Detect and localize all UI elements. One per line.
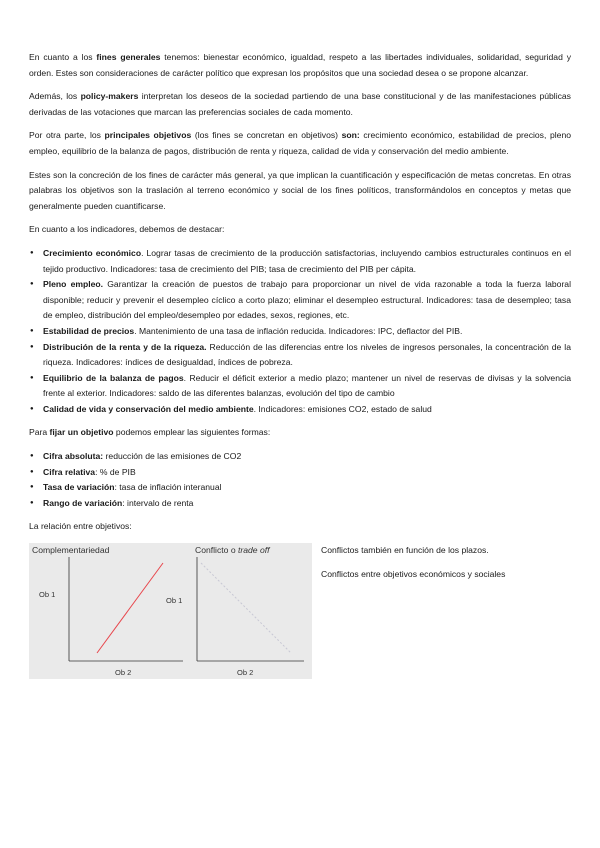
bold-term: Pleno empleo. xyxy=(43,279,104,290)
relationship-figure xyxy=(29,543,571,683)
paragraph-policy-makers xyxy=(29,89,571,120)
conflict-line xyxy=(201,563,291,653)
text: En cuanto a los xyxy=(29,52,97,62)
text: Reducción de las diferencias entre los niveles de ingresos personales, la concentración de la riqueza. Indicadores: índices de desigualdad, índices de pobreza. xyxy=(43,341,571,368)
list-item xyxy=(43,371,571,402)
list-item xyxy=(43,277,571,324)
conflict-title xyxy=(195,543,270,559)
forms-list xyxy=(29,449,571,511)
complement-diagram xyxy=(69,557,183,661)
list-item xyxy=(43,340,571,371)
paragraph-principales-objetivos xyxy=(29,128,571,159)
text: crecimiento económico, estabilidad de precios, pleno empleo, equilibrio de la balanza de pagos, distribución de renta y riqueza, calidad de vida y conservación del medio ambiente. xyxy=(29,130,571,156)
bold-term: Rango de variación xyxy=(43,497,123,508)
paragraph-indicadores-intro: En cuanto a los indicadores, debemos de destacar: xyxy=(29,224,225,235)
text: Conflicto o xyxy=(195,545,238,556)
relationship-diagrams xyxy=(29,543,312,679)
complement-line xyxy=(97,563,163,653)
side-notes xyxy=(321,543,571,590)
conflict-diagram xyxy=(197,557,304,661)
list-item xyxy=(43,324,571,340)
paragraph-concrecion: Estes son la concreción de los fines de carácter más general, ya que implican la cuantificación y especificación de metas concretas. En otras palabras los objetivos son la traslación al terreno económico y social de los fines políticos, transformándolos en conceptos y metas que generalmente pueden cuantificarse. xyxy=(29,169,571,211)
list-item xyxy=(43,465,571,481)
text: : % de PIB xyxy=(95,466,136,477)
text: . Lograr tasas de crecimiento de la producción satisfactorias, incluyendo cambios estructurales continuos en el tejido productivo. Indicadores: tasa de crecimiento del PIB; tasa de crecimiento del PIB per cápita. xyxy=(43,247,572,274)
text: reducción de las emisiones de CO2 xyxy=(103,451,242,462)
text: (los fines se concretan en objetivos) xyxy=(191,130,342,141)
text: trade off xyxy=(238,545,270,556)
list-item xyxy=(43,402,571,418)
text: podemos emplear las siguientes formas: xyxy=(113,427,271,438)
relationship-diagrams-svg xyxy=(29,543,312,679)
text: . Reducir el déficit exterior a medio plazo; mantener un nivel de reservas de divisas y la solvencia frente al exterior. Indicadores: saldo de las diferentes balanzas, evolución del tipo de cambio xyxy=(43,372,571,399)
bold-term: Cifra absoluta: xyxy=(43,451,104,462)
text: . Mantenimiento de una tasa de inflación reducida. Indicadores: IPC, deflactor del PIB. xyxy=(134,325,463,336)
text: tenemos: bienestar económico, igualdad, respeto a las libertades individuales, solidaridad, seguridad y orden. Estes son consideraciones de carácter político que expresan los propósitos que una sociedad desea o se propone alcanzar. xyxy=(29,52,571,78)
text: . Indicadores: emisiones CO2, estado de salud xyxy=(253,403,432,414)
bold-term: son: xyxy=(341,130,360,141)
paragraph-fines-generales xyxy=(29,50,571,81)
y-axis-label: Ob 1 xyxy=(39,590,56,600)
bold-term: Calidad de vida y conservación del medio ambiente xyxy=(43,403,254,414)
paragraph-relacion: La relación entre objetivos: xyxy=(29,521,132,532)
bold-term: policy-makers xyxy=(80,91,139,102)
text: Para xyxy=(29,427,50,438)
text: Por otra parte, los xyxy=(29,130,105,141)
document-page xyxy=(29,50,571,683)
list-item xyxy=(43,496,571,512)
indicators-list xyxy=(29,246,571,418)
bold-term: Tasa de variación xyxy=(43,482,115,493)
text: Además, los xyxy=(29,91,81,102)
text: : tasa de inflación interanual xyxy=(114,482,222,493)
list-item xyxy=(43,449,571,465)
bold-term: Estabilidad de precios xyxy=(43,325,135,336)
list-item xyxy=(43,246,571,277)
x-axis-label: Ob 2 xyxy=(237,668,254,678)
paragraph-fijar-objetivo xyxy=(29,425,571,441)
bold-term: Equilibrio de la balanza de pagos xyxy=(43,372,184,383)
text: : intervalo de renta xyxy=(122,497,194,508)
text: Garantizar la creación de puestos de trabajo para proporcionar un nivel de vida razonable a toda la fuerza laboral disponible; reducir y prevenir el desempleo cíclico a corto plazo; eliminar el desempleo estructural. Indicadores: tasa de desempleo; tasa de empleo, distribución del empleo/desempleo por edades, sexos, regiones, etc. xyxy=(43,279,571,321)
bold-term: Cifra relativa xyxy=(43,466,96,477)
bold-term: principales objetivos xyxy=(104,130,192,141)
x-axis-label: Ob 2 xyxy=(115,668,132,678)
note-economicos-sociales: Conflictos entre objetivos económicos y sociales xyxy=(321,568,506,579)
note-plazos: Conflictos también en función de los plazos. xyxy=(321,545,489,556)
y-axis-label: Ob 1 xyxy=(166,596,183,606)
bold-term: Distribución de la renta y de la riqueza. xyxy=(43,341,207,352)
complement-title: Complementariedad xyxy=(32,545,110,556)
list-item xyxy=(43,480,571,496)
bold-term: fines generales xyxy=(96,52,161,62)
text: interpretan los deseos de la sociedad partiendo de una base constitucional y de las manifestaciones públicas derivadas de las votaciones que marcan las preferencias sociales de cada momento. xyxy=(29,91,571,117)
bold-term: fijar un objetivo xyxy=(49,427,114,438)
bold-term: Crecimiento económico xyxy=(43,247,142,258)
